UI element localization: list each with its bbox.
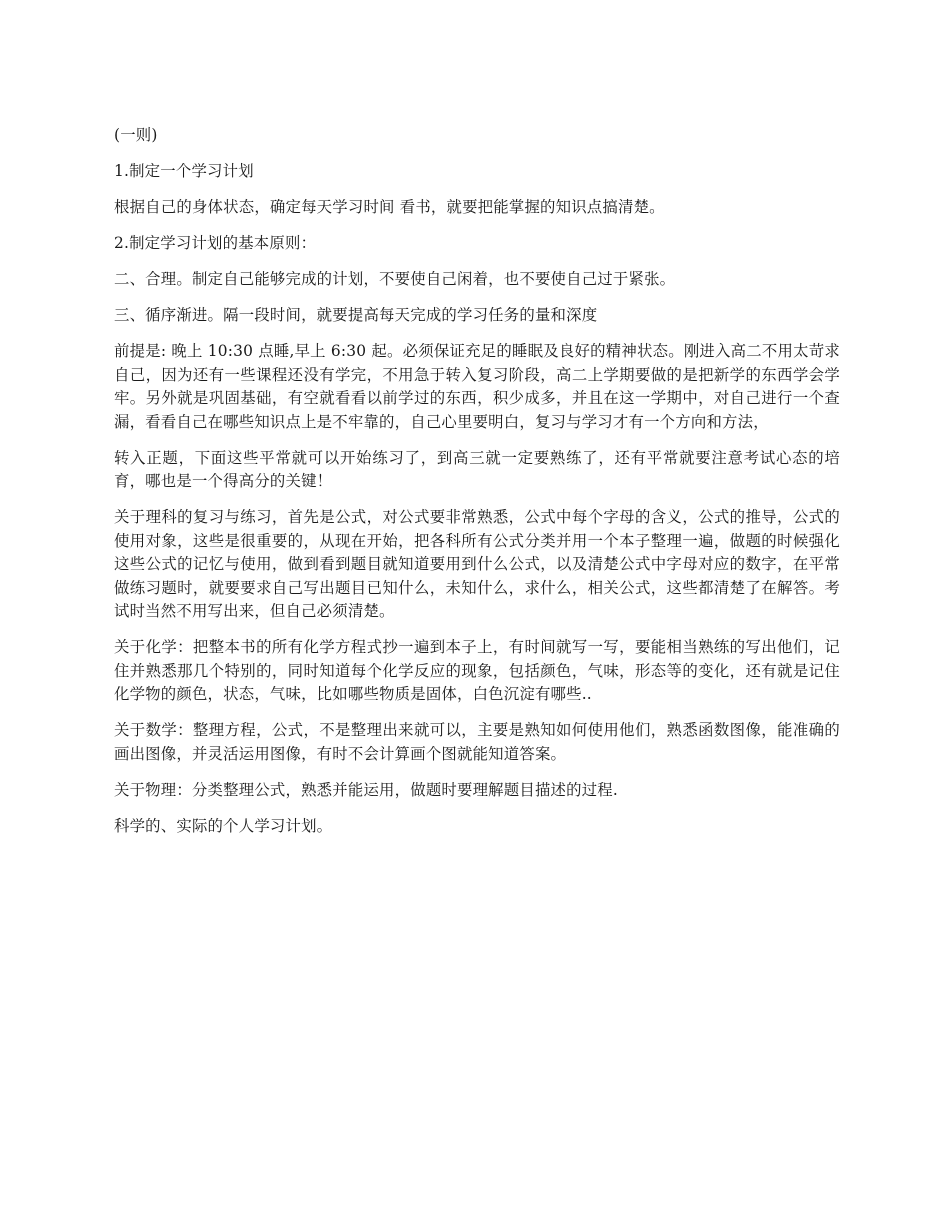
paragraph-section-heading: (一则) (114, 126, 158, 144)
paragraph-principle-gradual: 三、循序渐进。隔一段时间，就要提高每天完成的学习任务的量和深度 (114, 306, 598, 324)
paragraph-premise: 前提是: 晚上 10:30 点睡,早上 6:30 起。必须保证充足的睡眠及良好的精神状态。刚进入高二不用太苛求自己，因为还有一些课程还没有学完，不用急于转入复习阶段，高二上学期要做的是把新学的东西学会学牢。另外就是巩固基础，有空就看看以前学过的东西，积少成多，并且在这一学期中，对自己进行一个查漏，看看自己在哪些知识点上是不牢靠的，自己心里要明白，复习与学习才有一个方向和方法， (114, 342, 840, 431)
paragraph-chemistry: 关于化学：把整本书的所有化学方程式抄一遍到本子上，有时间就写一写，要能相当熟练的写出他们，记住并熟悉那几个特别的，同时知道每个化学反应的现象，包括颜色，气味，形态等的变化，还有就是记住化学物的颜色，状态，气味，比如哪些物质是固体，白色沉淀有哪些.. (114, 638, 840, 703)
paragraph-closing: 科学的、实际的个人学习计划。 (114, 816, 333, 835)
paragraph-principle-reasonable: 二、合理。制定自己能够完成的计划，不要使自己闲着，也不要使自己过于紧张。 (114, 270, 676, 288)
paragraph-heading-principles: 2.制定学习计划的基本原则： (114, 234, 317, 252)
paragraph-main-topic: 转入正题，下面这些平常就可以开始练习了，到高三就一定要熟练了，还有平常就要注意考试心态的培育，哪也是一个得高分的关键！ (114, 448, 840, 490)
paragraph-heading-plan: 1.制定一个学习计划 (114, 162, 254, 180)
paragraph-physics: 关于物理：分类整理公式，熟悉并能运用，做题时要理解题目描述的过程. (114, 780, 618, 799)
paragraph-science-review: 关于理科的复习与练习，首先是公式，对公式要非常熟悉，公式中每个字母的含义，公式的推导，公式的使用对象，这些是很重要的，从现在开始，把各科所有公式分类并用一个本子整理一遍，做题的时候强化这些公式的记忆与使用，做到看到题目就知道要用到什么公式，以及清楚公式中字母对应的数字，在平常做练习题时，就要要求自己写出题目已知什么，未知什么，求什么，相关公式，这些都清楚了在解答。考试时当然不用写出来，但自己必须清楚。 (114, 508, 840, 620)
paragraph-body-condition: 根据自己的身体状态，确定每天学习时间 看书，就要把能掌握的知识点搞清楚。 (114, 198, 665, 216)
paragraph-math: 关于数学：整理方程，公式，不是整理出来就可以，主要是熟知如何使用他们，熟悉函数图像，能准确的画出图像，并灵活运用图像，有时不会计算画个图就能知道答案。 (114, 721, 840, 763)
document-body (114, 124, 840, 851)
